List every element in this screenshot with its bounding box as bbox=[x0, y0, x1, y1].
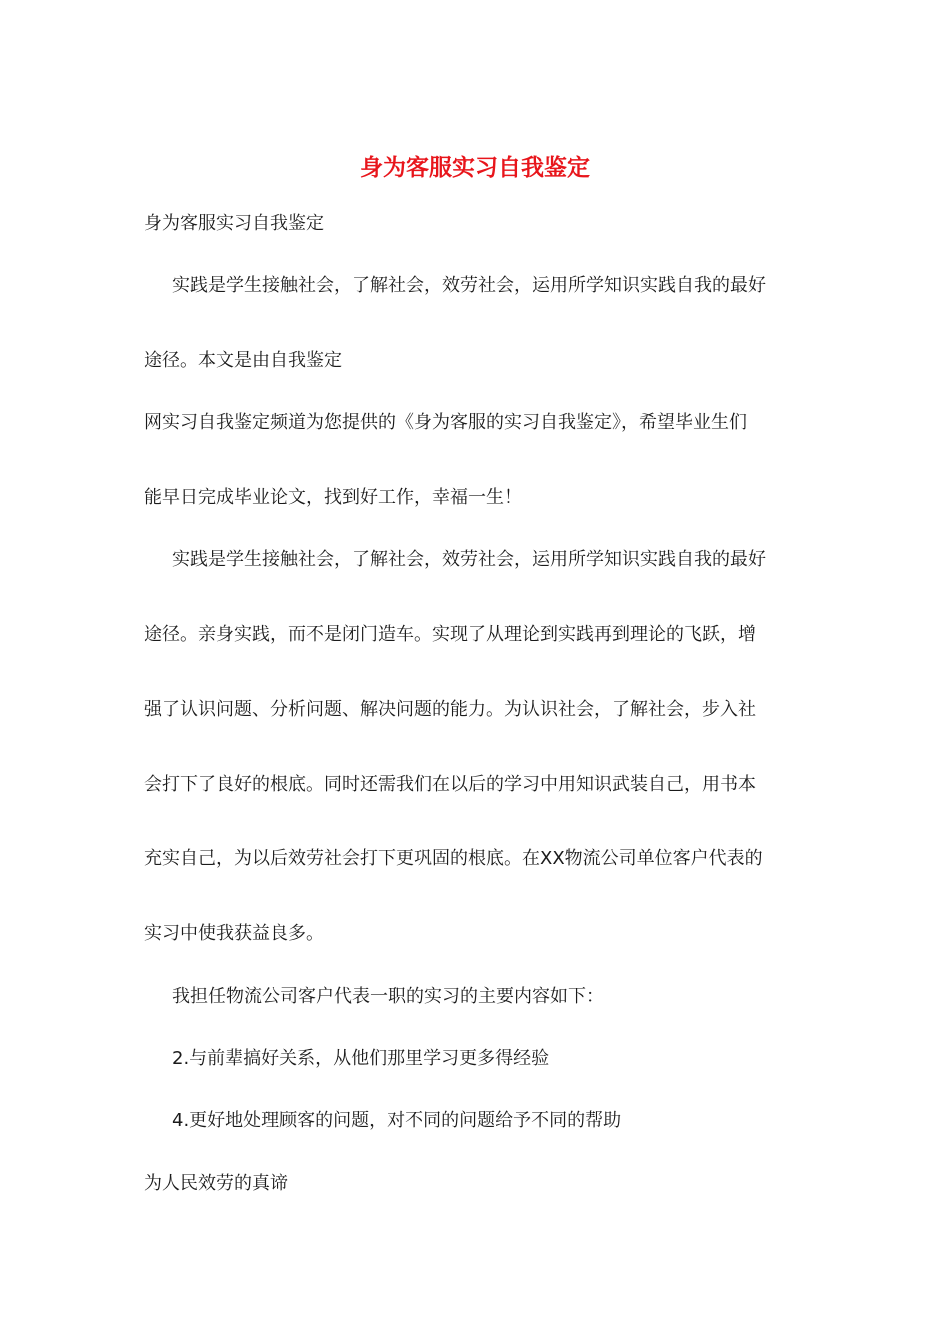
text-line: 我担任物流公司客户代表一职的实习的主要内容如下： bbox=[172, 986, 604, 1007]
text-line: 身为客服实习自我鉴定 bbox=[144, 213, 324, 234]
text-line: 实践是学生接触社会，了解社会，效劳社会，运用所学知识实践自我的最好 bbox=[172, 275, 766, 296]
text-line: 能早日完成毕业论文，找到好工作，幸福一生！ bbox=[144, 487, 522, 508]
list-item: 4.更好地处理顾客的问题，对不同的问题给予不同的帮助 bbox=[172, 1110, 622, 1131]
document-title: 身为客服实习自我鉴定 bbox=[360, 154, 590, 181]
text-line: 强了认识问题、分析问题、解决问题的能力。为认识社会，了解社会，步入社 bbox=[144, 699, 756, 720]
text-line: 途径。本文是由自我鉴定 bbox=[144, 350, 342, 371]
text-line: 途径。亲身实践，而不是闭门造车。实现了从理论到实践再到理论的飞跃，增 bbox=[144, 624, 756, 645]
text-line: 网实习自我鉴定频道为您提供的《身为客服的实习自我鉴定》，希望毕业生们 bbox=[144, 412, 747, 433]
text-line: 为人民效劳的真谛 bbox=[144, 1173, 288, 1194]
list-item: 2.与前辈搞好关系，从他们那里学习更多得经验 bbox=[172, 1048, 550, 1069]
text-line: 实践是学生接触社会，了解社会，效劳社会，运用所学知识实践自我的最好 bbox=[172, 549, 766, 570]
text-line: 实习中使我获益良多。 bbox=[144, 923, 324, 944]
text-line: 充实自己，为以后效劳社会打下更巩固的根底。在XX物流公司单位客户代表的 bbox=[144, 848, 763, 869]
text-line: 会打下了良好的根底。同时还需我们在以后的学习中用知识武装自己，用书本 bbox=[144, 774, 756, 795]
